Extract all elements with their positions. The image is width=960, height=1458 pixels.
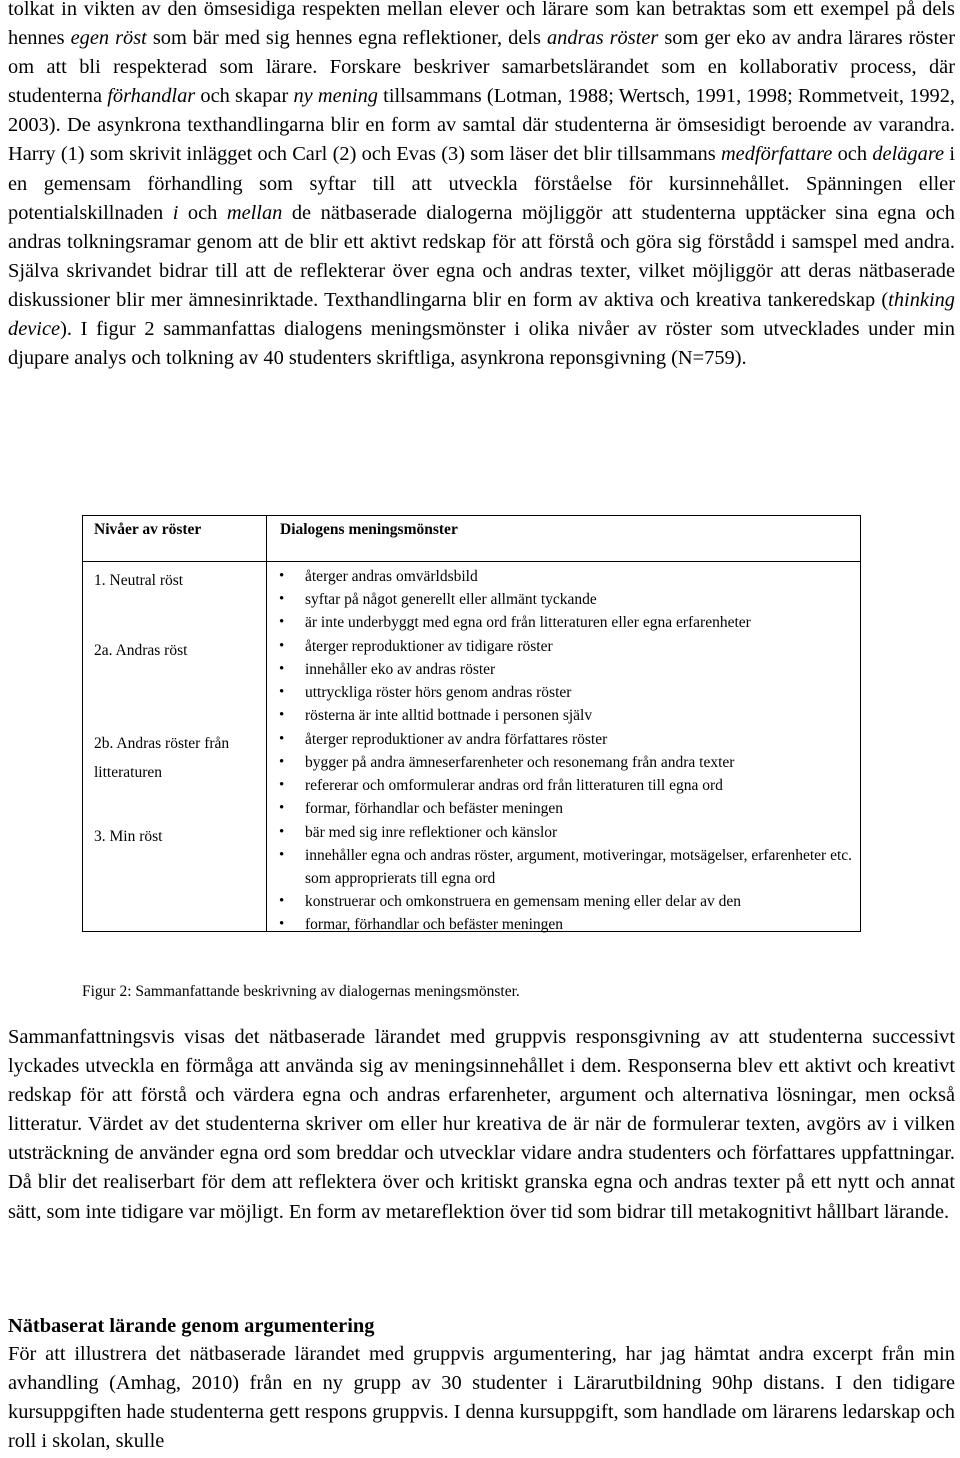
list-item: • formar, förhandlar och befäster meningen — [269, 797, 859, 820]
table-header-divider — [83, 561, 860, 562]
text-run: och skapar — [195, 85, 294, 108]
level-others: 2a. Andras röst — [94, 642, 188, 659]
text-run: som bär med sig hennes egna reflektioner, dels — [146, 27, 547, 50]
table-column-divider — [266, 516, 267, 931]
list-item: • bygger på andra ämneserfarenheter och resonemang från andra texter — [269, 751, 859, 774]
emphasis: thinking device — [8, 288, 955, 341]
list-item: • konstruerar och omkonstruera en gemensam mening eller delar av den — [269, 890, 859, 913]
list-item: • återger andras omvärldsbild — [269, 565, 859, 588]
bullet-list-neutral — [269, 565, 859, 634]
level-literature: 2b. Andras röster från litteraturen — [94, 735, 230, 781]
level-neutral: 1. Neutral röst — [94, 572, 184, 589]
bullet-list-others — [269, 635, 859, 727]
emphasis: delägare — [872, 143, 945, 166]
list-item: • uttryckliga röster hörs genom andras röster — [269, 681, 859, 704]
body-paragraph-2: Sammanfattningsvis visas det nätbaserade lärandet med gruppvis responsgivning av att studenterna successivt lyckades utveckla en förmåga att använda sig av meningsinnehållet i dem. Responserna blev ett aktivt och kreativt redskap för att förstå och värdera egna och andras erfarenheter, argument och alternativa lösningar, men också litteratur. Värdet av det studenterna skriver om eller hur kreativa de är när de formulerar texten, avgörs av i vilken utsträckning de använder egna ord som breddar och utvecklar vidare andra studenters och författares uppfattningar. Då blir det realiserbart för dem att reflektera över och kritiskt granska egna och andras texter på ett nytt och annat sätt, som inte tidigare var möjligt. En form av metareflektion över tid som bidrar till metakognitivt hållbart lärande. — [8, 1026, 955, 1223]
table-header-levels: Nivåer av röster — [94, 521, 202, 538]
list-item: • refererar och omformulerar andras ord från litteraturen till egna ord — [269, 774, 859, 797]
text-run: tillsammans (Lotman, 1988; Wertsch, 1991, 1998; Rommetveit, 1992, 2003). De asynkrona texthandlingarna blir en form av samtal där studenterna är ömsesidigt beroende av varandra. Harry (1) som skrivit inlägget och Carl (2) och Evas (3) som läser det blir tillsammans — [8, 85, 956, 166]
text-run: tolkat in vikten av den ömsesidiga respekten mellan elever och lärare som kan betraktas som ett exempel på dels hennes — [8, 0, 955, 50]
text-run: och — [178, 201, 227, 224]
figure-caption: Figur 2: Sammanfattande beskrivning av dialogernas meningsmönster. — [82, 983, 520, 1000]
emphasis: i — [172, 201, 179, 224]
level-own: 3. Min röst — [94, 828, 163, 845]
list-item: • återger reproduktioner av tidigare röster — [269, 635, 859, 658]
list-item: • är inte underbyggt med egna ord från litteraturen eller egna erfarenheter — [269, 611, 859, 634]
list-item: • syftar på något generellt eller allmänt tyckande — [269, 588, 859, 611]
list-item: • innehåller eko av andras röster — [269, 658, 859, 681]
list-item: • återger reproduktioner av andra författares röster — [269, 728, 859, 751]
emphasis: ny mening — [293, 85, 378, 108]
body-paragraph-1 — [8, 0, 955, 373]
text-run: ). I figur 2 sammanfattas dialogens meningsmönster i olika nivåer av röster som utvecklades under min djupare analys och tolkning av 40 studenters skriftliga, asynkrona reponsgivning (N=759). — [8, 318, 955, 370]
list-item: • innehåller egna och andras röster, argument, motiveringar, motsägelser, erfarenheter etc. som approprierats till egna ord — [269, 844, 859, 890]
text-run: som ger eko av andra lärares röster om att bli respekterad som lärare. Forskare beskriver samarbetslärandet som en kollaborativ process, där studenterna — [8, 27, 955, 108]
emphasis: andras röster — [546, 27, 659, 50]
list-item: • bär med sig inre reflektioner och känslor — [269, 821, 859, 844]
body-paragraph-3: För att illustrera det nätbaserade lärandet med gruppvis argumentering, har jag hämtat andra excerpt från min avhandling (Amhag, 2010) från en ny grupp av 30 studenter i Lärarutbildning 90hp distans. I den tidigare kursuppgiften hade studenterna gett respons gruppvis. I denna kursuppgift, som handlade om lärarens ledarskap och roll i skolan, skulle — [8, 1343, 955, 1453]
text-run: i en gemensam förhandling som syftar till att utveckla förståelse för kursinnehållet. Spänningen eller potentialskillnaden — [8, 143, 956, 224]
list-item: • rösterna är inte alltid bottnade i personen själv — [269, 704, 859, 727]
text-run: och — [832, 143, 873, 166]
table-header-patterns: Dialogens meningsmönster — [280, 521, 458, 538]
emphasis: förhandlar — [107, 85, 196, 108]
bullet-list-literature — [269, 728, 859, 820]
emphasis: mellan — [226, 201, 283, 224]
section-heading: Nätbaserat lärande genom argumentering — [8, 1315, 375, 1337]
emphasis: egen röst — [70, 27, 147, 50]
text-run: de nätbaserade dialogerna möjliggör att studenterna upptäcker sina egna och andras tolkningsramar genom att de blir ett aktivt redskap för att förstå och göra sig förstådd i samspel med andra. Själva skrivandet bidrar till att de reflekterar över egna och andras texter, vilket möjliggör att deras nätbaserade diskussioner blir mer ämnesinriktade. Texthandlingarna blir en form av aktiva och kreativa tankeredskap ( — [8, 201, 956, 311]
voice-levels-table — [82, 515, 861, 932]
emphasis: medförfattare — [720, 143, 833, 166]
list-item: • formar, förhandlar och befäster meningen — [269, 913, 859, 936]
bullet-list-own — [269, 821, 859, 936]
